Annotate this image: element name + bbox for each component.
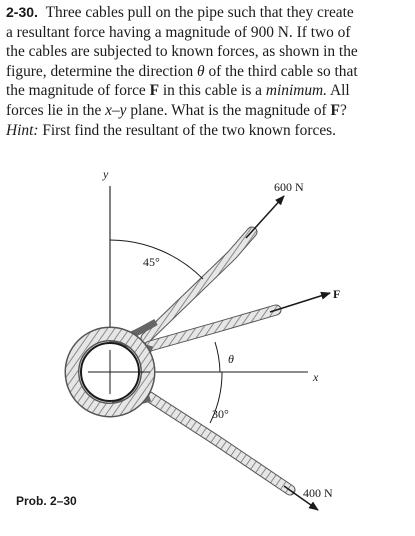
text-segment: ? [339,101,347,119]
theta-label: θ [228,352,234,366]
problem-number: 2-30. [6,4,38,20]
text-segment: plane. What is the magnitude of [126,101,331,119]
problem-line-2: a resultant force having a magnitude of 900 N. If two of [6,23,351,41]
plane-symbol: x–y [105,101,127,119]
cable-400n [112,396,290,490]
force-400n-label: 400 N [303,486,333,500]
force-symbol: F [330,101,340,119]
text-segment: in this cable is a [159,82,266,100]
theta-symbol: θ [197,62,205,80]
force-f-label: F [333,287,341,301]
figure-caption: Prob. 2–30 [16,494,77,508]
hint-label: Hint: [6,121,39,139]
text-segment: All [327,82,350,100]
force-symbol: F [149,82,159,100]
theta-arc [215,342,220,372]
force-arrow-f [270,293,330,312]
force-arrow-600n [246,196,284,238]
angle-30-label: 30° [212,407,229,421]
text-segment: forces lie in the [6,101,106,119]
force-600n-label: 600 N [274,180,304,194]
problem-text: Three cables pull on the pipe such that they create [45,4,354,21]
y-axis-label: y [103,167,109,181]
problem-line-3: the cables are subjected to known forces, as shown in the [6,43,358,61]
text-segment: figure, determine the direction [6,62,198,80]
x-axis-label: x [313,370,319,384]
text-segment: the magnitude of force [6,82,150,100]
hint-text: First find the resultant of the two known forces. [38,121,336,139]
angle-45-label: 45° [143,255,160,269]
emphasis-minimum: minimum. [265,82,327,100]
text-segment: of the third cable so that [204,62,358,80]
